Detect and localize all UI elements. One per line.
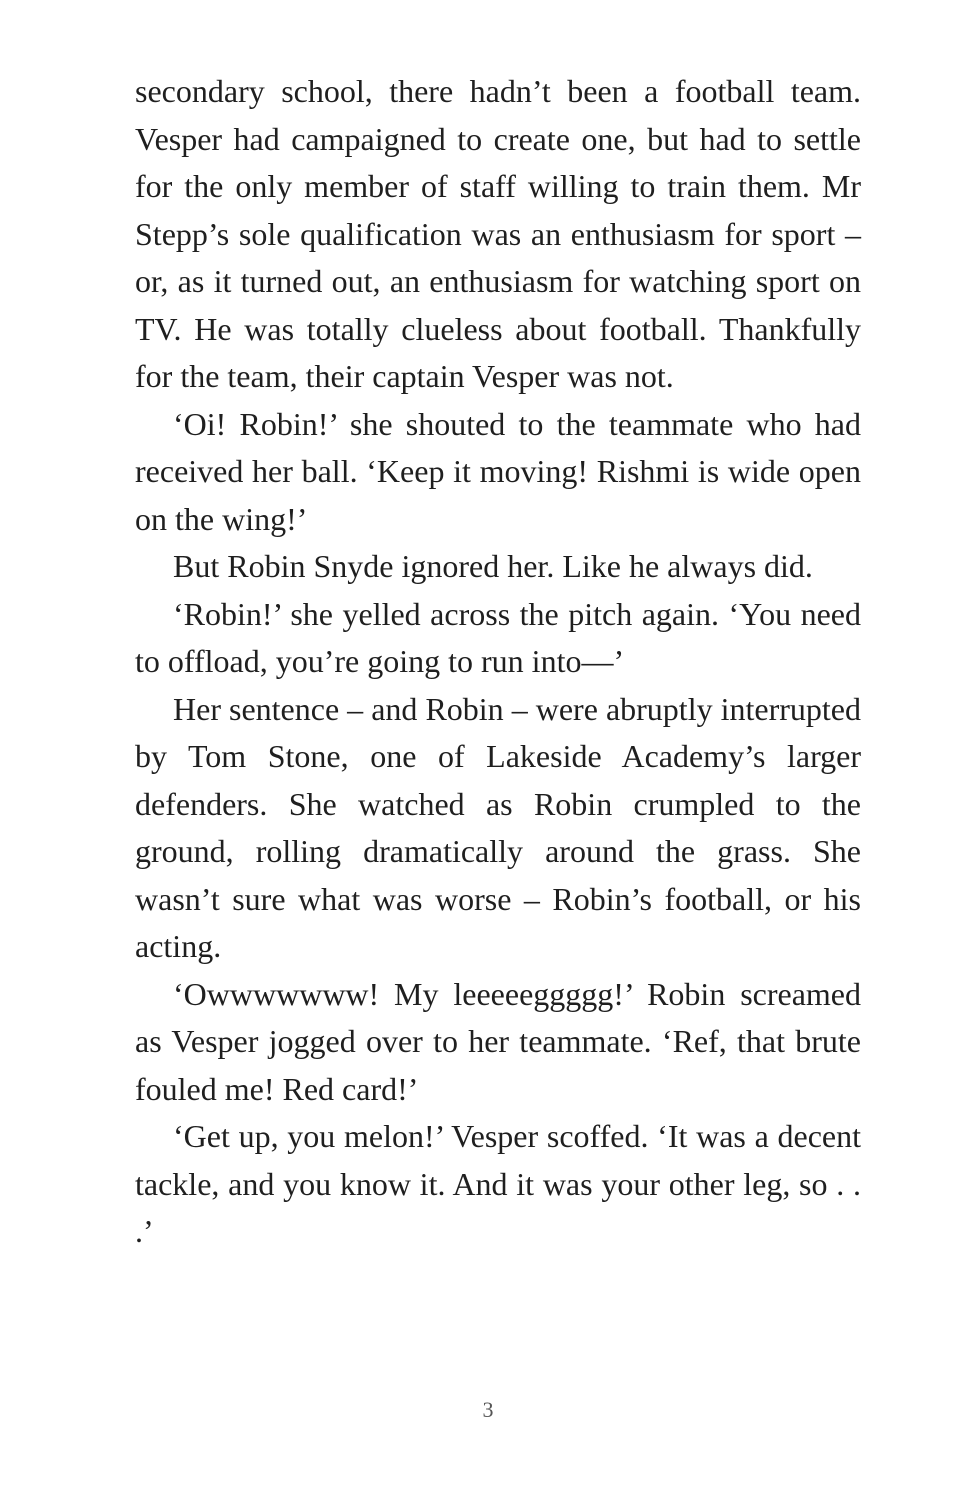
body-text [135, 68, 861, 1256]
paragraph-2: ‘Oi! Robin!’ she shouted to the teammate who had received her ball. ‘Keep it moving! Rishmi is wide open on the wing!’ [135, 405, 861, 537]
page-number: 3 [482, 1397, 494, 1422]
paragraph-1: secondary school, there hadn’t been a football team. Vesper had campaigned to create one, but had to settle for the only member of staff willing to train them. Mr Stepp’s sole qualification was an enthusiasm for sport – or, as it turned out, an enthusiasm for watching sport on TV. He was totally clueless about football. Thankfully for the team, their captain Vesper was not. [135, 73, 861, 394]
paragraph-5: Her sentence – and Robin – were abruptly interrupted by Tom Stone, one of Lakeside Academy’s larger defenders. She watched as Robin crumpled to the ground, rolling dramatically around the grass. She wasn’t sure what was worse – Robin’s football, or his acting. [135, 690, 861, 964]
paragraph-3: But Robin Snyde ignored her. Like he always did. [173, 548, 813, 584]
paragraph-4: ‘Robin!’ she yelled across the pitch again. ‘You need to offload, you’re going to run into—’ [135, 595, 861, 679]
paragraph-6: ‘Owwwwwww! My leeeeeggggg!’ Robin screamed as Vesper jogged over to her teammate. ‘Ref, that brute fouled me! Red card!’ [135, 975, 861, 1107]
paragraph-7: ‘Get up, you melon!’ Vesper scoffed. ‘It was a decent tackle, and you know it. And it was your other leg, so . . .’ [135, 1118, 861, 1249]
